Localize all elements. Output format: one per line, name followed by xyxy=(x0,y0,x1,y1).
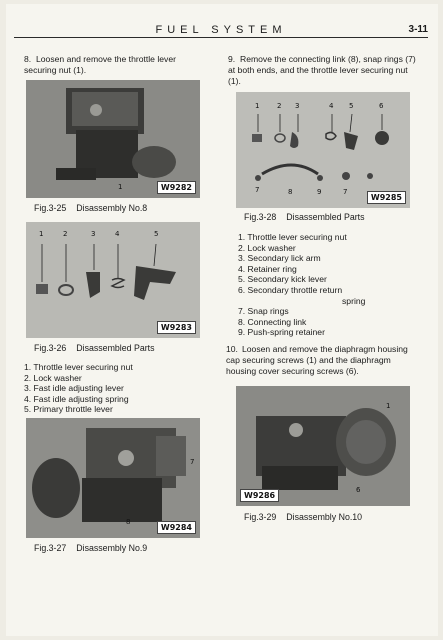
list-item: 2. Lock washer xyxy=(24,372,82,383)
parts-list-fig-3-26 xyxy=(24,362,133,415)
callout-1: 1 xyxy=(386,402,391,410)
step-text: Remove the connecting link (8), snap rings (7) at both ends, and the throttle lever securing nut (1). xyxy=(228,54,416,86)
figure-title: Disassembly No.8 xyxy=(76,203,148,213)
caption-fig-3-26 xyxy=(34,343,155,353)
callout-5: 5 xyxy=(349,102,354,110)
callout-4: 4 xyxy=(115,230,120,238)
list-item: 3. Fast idle adjusting lever xyxy=(24,383,124,394)
carburetor-side-photo xyxy=(26,418,200,538)
figure-title: Disassembly No.9 xyxy=(76,543,148,553)
list-item: 6. Secondary throttle return xyxy=(238,284,343,295)
callout-5: 5 xyxy=(154,230,159,238)
photo-code: W9284 xyxy=(157,521,196,534)
figure-title: Disassembled Parts xyxy=(286,212,365,222)
caption-fig-3-28 xyxy=(244,212,365,222)
callout-7: 7 xyxy=(190,458,195,466)
figure-number: Fig.3-28 xyxy=(244,212,277,222)
figure-title: Disassembled Parts xyxy=(76,343,155,353)
photo-fig-3-29 xyxy=(236,386,410,506)
step-text: Loosen and remove the diaphragm housing cap securing screws (1) and the diaphragm housing cover securing screws (6). xyxy=(226,344,408,376)
callout-6: 6 xyxy=(356,486,361,494)
callout-8: 8 xyxy=(288,188,293,196)
parts-list-fig-3-28 xyxy=(238,232,365,338)
caption-fig-3-27 xyxy=(34,543,147,553)
photo-fig-3-26 xyxy=(26,222,200,338)
list-item: 3. Secondary lick arm xyxy=(238,253,321,264)
list-item: 2. Lock washer xyxy=(238,242,296,253)
list-item: 1. Throttle lever securing nut xyxy=(238,232,347,242)
callout-7: 7 xyxy=(255,186,260,194)
list-item: 4. Fast idle adjusting spring xyxy=(24,393,129,404)
figure-title: Disassembly No.10 xyxy=(286,512,363,522)
callout-1: 1 xyxy=(255,102,260,110)
step-9 xyxy=(228,54,422,87)
callout-2: 2 xyxy=(63,230,68,238)
callout-6: 6 xyxy=(379,102,384,110)
photo-code: W9282 xyxy=(157,181,196,194)
figure-number: Fig.3-25 xyxy=(34,203,67,213)
callout-3: 3 xyxy=(91,230,96,238)
step-number: 9. xyxy=(228,54,236,64)
list-item: 7. Snap rings xyxy=(238,306,289,317)
step-text: Loosen and remove the throttle lever securing nut (1). xyxy=(24,54,176,75)
photo-fig-3-25 xyxy=(26,80,200,198)
callout-9: 9 xyxy=(317,188,322,196)
page-header xyxy=(14,22,428,38)
step-8 xyxy=(24,54,206,76)
caption-fig-3-25 xyxy=(34,203,147,213)
callout-8: 8 xyxy=(126,518,131,526)
carburetor-diaphragm-photo xyxy=(236,386,410,506)
step-10 xyxy=(226,344,422,377)
photo-code: W9285 xyxy=(367,191,406,204)
photo-code: W9283 xyxy=(157,321,196,334)
header-rule xyxy=(14,37,428,38)
list-item: 8. Connecting link xyxy=(238,316,307,327)
list-item: 4. Retainer ring xyxy=(238,263,297,274)
step-number: 8. xyxy=(24,54,32,64)
callout-4: 4 xyxy=(329,102,334,110)
list-item-continuation: spring xyxy=(342,295,366,306)
step-number: 10. xyxy=(226,344,238,354)
list-item: 1. Throttle lever securing nut xyxy=(24,362,133,372)
photo-code: W9286 xyxy=(240,489,279,502)
callout-7: 7 xyxy=(343,188,348,196)
list-item: 5. Secondary kick lever xyxy=(238,274,327,285)
list-item: 9. Push-spring retainer xyxy=(238,327,325,338)
page-number: 3-11 xyxy=(408,24,428,35)
photo-fig-3-28 xyxy=(236,92,410,208)
callout-1: 1 xyxy=(118,183,123,191)
callout-1: 1 xyxy=(39,230,44,238)
photo-fig-3-27 xyxy=(26,418,200,538)
list-item: 5. Primary throttle lever xyxy=(24,404,113,415)
figure-number: Fig.3-29 xyxy=(244,512,277,522)
callout-2: 2 xyxy=(277,102,282,110)
figure-number: Fig.3-27 xyxy=(34,543,67,553)
figure-number: Fig.3-26 xyxy=(34,343,67,353)
caption-fig-3-29 xyxy=(244,512,362,522)
callout-3: 3 xyxy=(295,102,300,110)
section-title: FUEL SYSTEM xyxy=(155,24,287,36)
